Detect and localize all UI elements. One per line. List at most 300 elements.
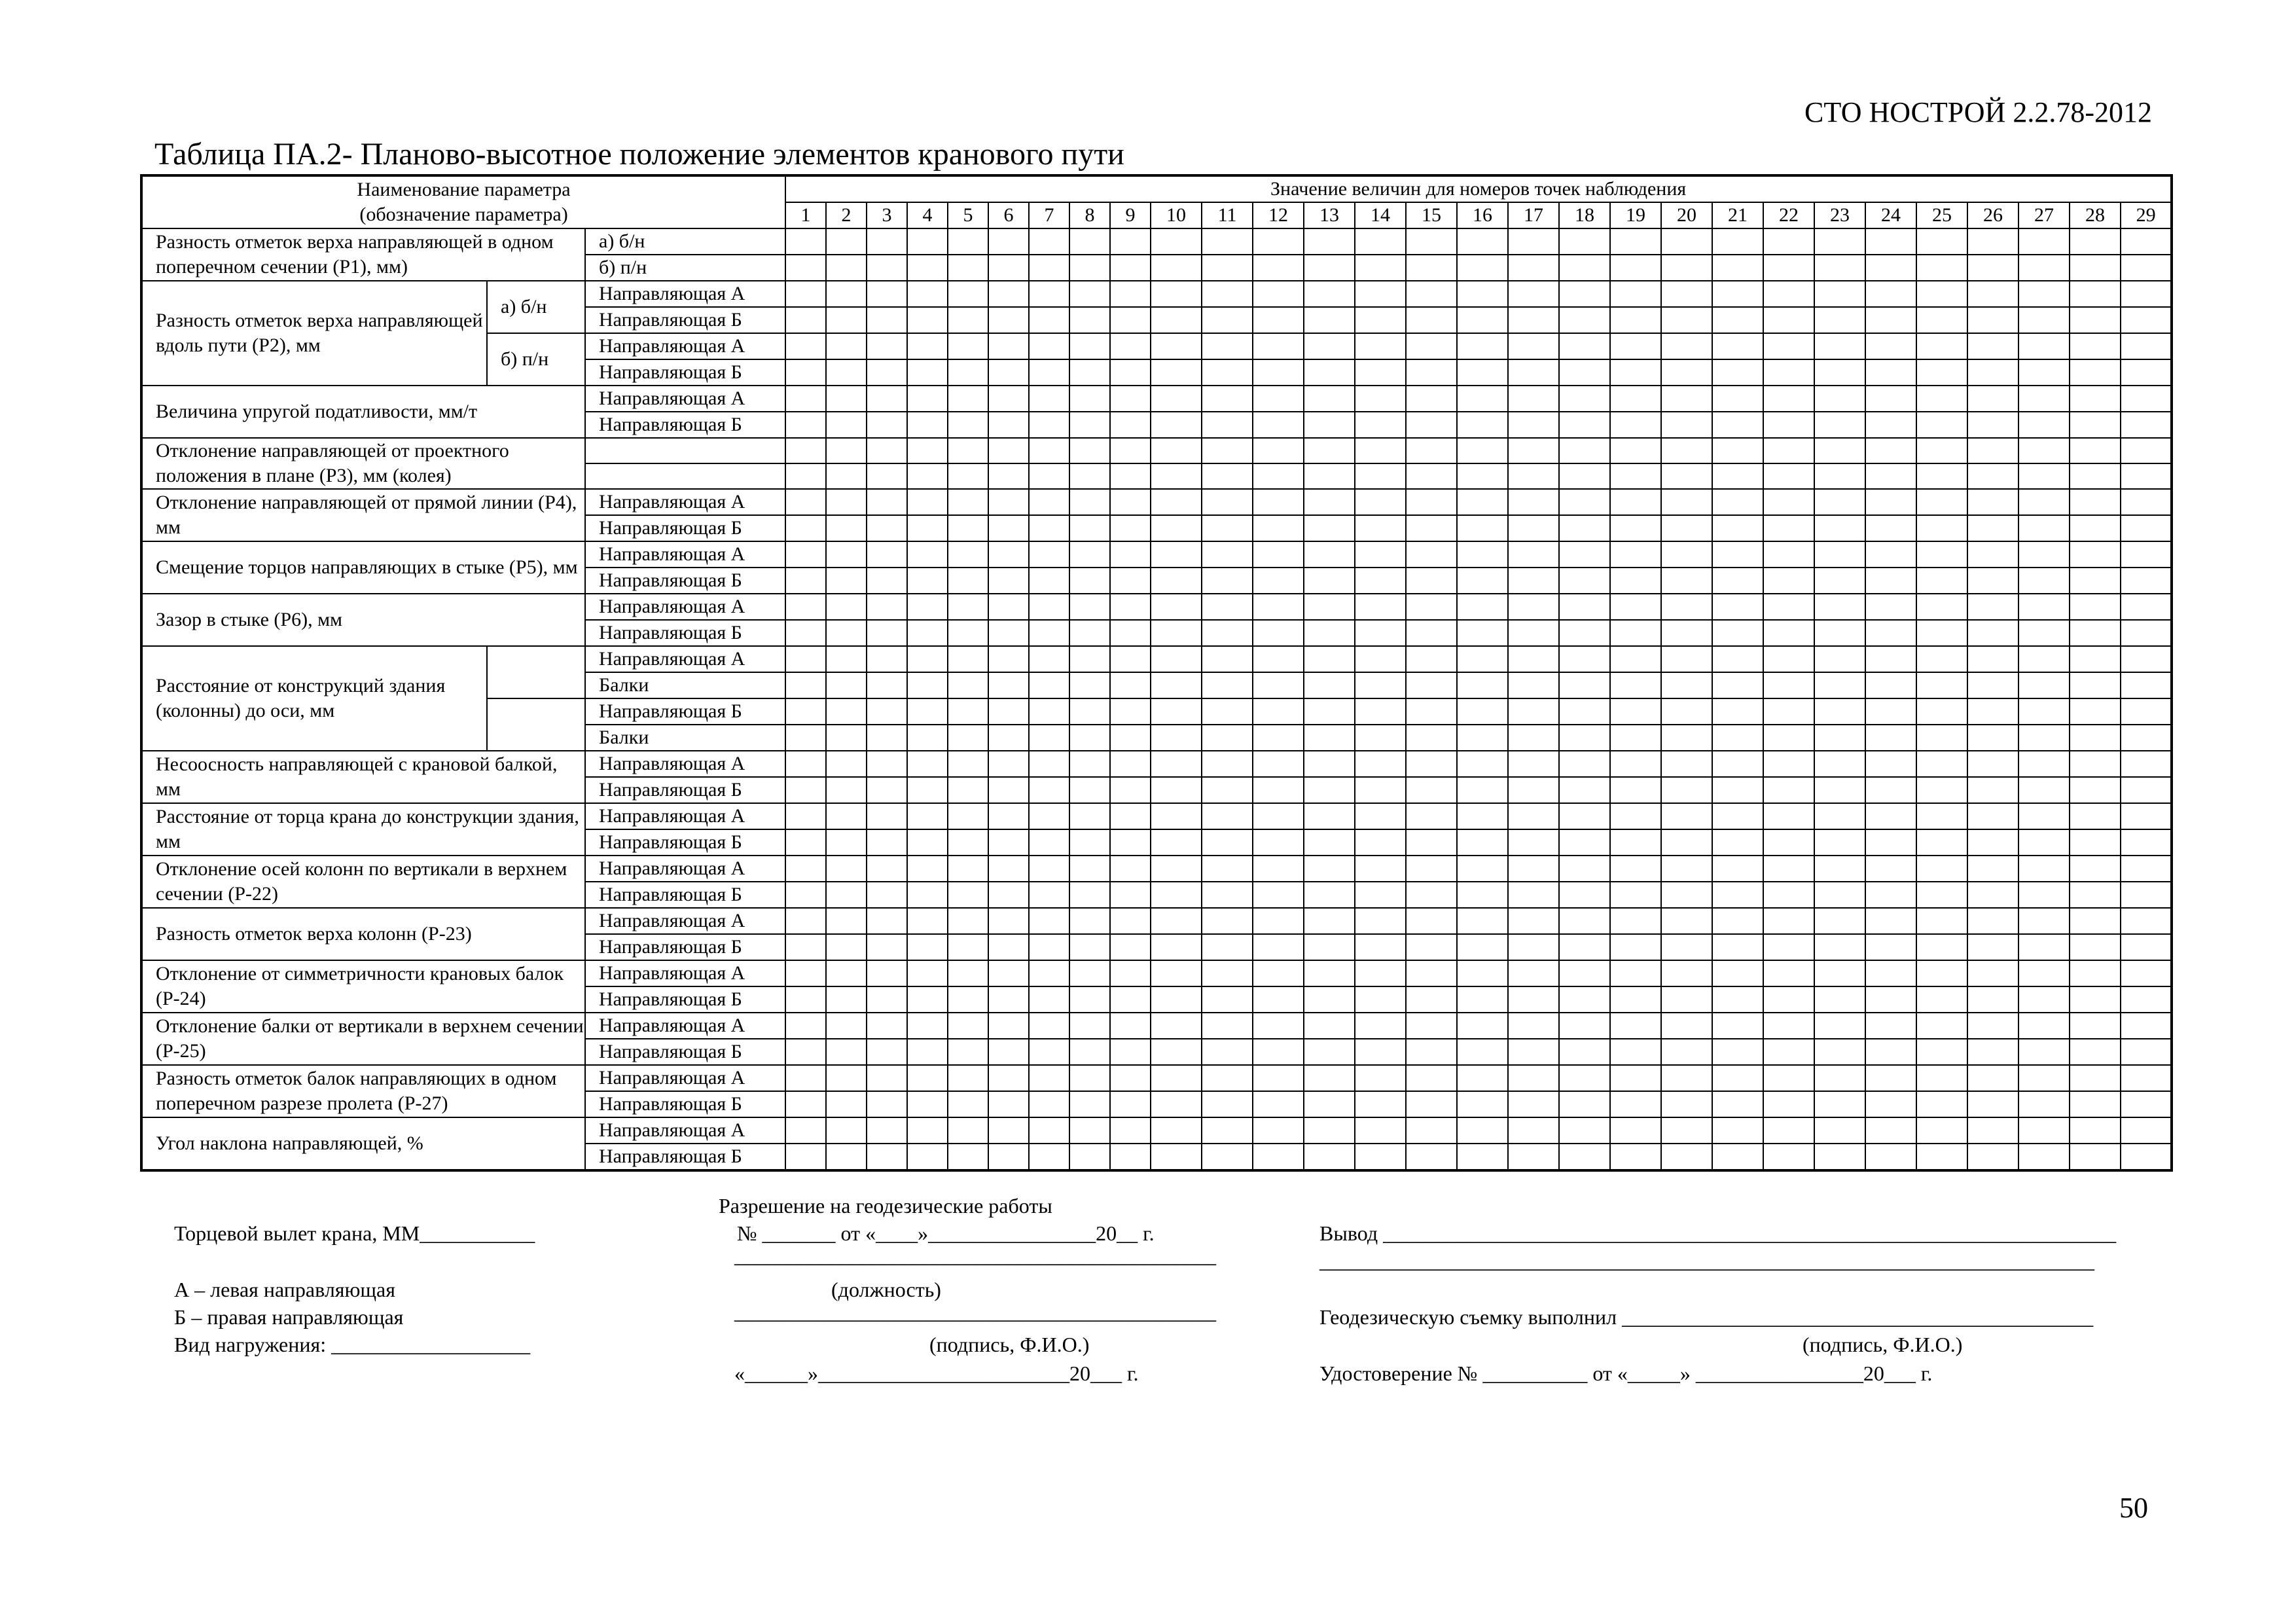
guide-label: Направляющая Б xyxy=(585,1091,785,1117)
value-cell xyxy=(1457,515,1508,541)
value-cell xyxy=(1202,672,1253,698)
column-number: 26 xyxy=(1967,202,2018,228)
value-cell xyxy=(2070,463,2121,489)
value-cell xyxy=(1865,672,1916,698)
value-cell xyxy=(1916,1117,1967,1144)
value-cell xyxy=(1763,438,1814,463)
value-cell xyxy=(988,1091,1029,1117)
value-cell xyxy=(1508,646,1559,672)
value-cell xyxy=(907,698,948,725)
value-cell xyxy=(1865,228,1916,255)
value-cell xyxy=(867,1117,907,1144)
value-cell xyxy=(1508,1039,1559,1065)
value-cell xyxy=(1151,1091,1202,1117)
value-cell xyxy=(1610,934,1661,960)
value-cell xyxy=(1457,307,1508,333)
value-cell xyxy=(1355,986,1406,1013)
value-cell xyxy=(1069,515,1110,541)
value-cell xyxy=(1865,751,1916,777)
value-cell xyxy=(1355,333,1406,359)
value-cell xyxy=(1304,1091,1355,1117)
value-cell xyxy=(867,541,907,568)
value-cell xyxy=(1661,386,1712,412)
value-cell xyxy=(1151,646,1202,672)
value-cell xyxy=(1029,359,1069,386)
column-number: 16 xyxy=(1457,202,1508,228)
value-cell xyxy=(907,777,948,803)
value-cell xyxy=(1763,908,1814,934)
crane-overhang-field: Торцевой вылет крана, ММ___________ xyxy=(174,1221,535,1245)
value-cell xyxy=(1559,255,1610,281)
value-cell xyxy=(867,412,907,438)
value-cell xyxy=(1406,1065,1457,1091)
value-cell xyxy=(2018,672,2070,698)
observation-table xyxy=(140,174,2173,1172)
value-cell xyxy=(1967,333,2018,359)
value-cell xyxy=(1355,463,1406,489)
value-cell xyxy=(1355,1144,1406,1170)
value-cell xyxy=(826,751,867,777)
value-cell xyxy=(1916,594,1967,620)
value-cell xyxy=(1610,620,1661,646)
column-number: 6 xyxy=(988,202,1029,228)
value-cell xyxy=(1406,594,1457,620)
value-cell xyxy=(1916,803,1967,829)
value-cell xyxy=(1406,698,1457,725)
permit-number-field: № _______ от «____»________________20__ г. xyxy=(737,1221,1155,1245)
value-cell xyxy=(1865,333,1916,359)
value-cell xyxy=(1151,986,1202,1013)
value-cell xyxy=(1457,908,1508,934)
value-cell xyxy=(1202,359,1253,386)
value-cell xyxy=(1508,1013,1559,1039)
value-cell xyxy=(1457,386,1508,412)
value-cell xyxy=(1763,1039,1814,1065)
value-cell xyxy=(1712,359,1763,386)
value-cell xyxy=(1508,908,1559,934)
value-cell xyxy=(2121,829,2172,856)
value-cell xyxy=(2070,908,2121,934)
value-cell xyxy=(1151,1117,1202,1144)
value-cell xyxy=(1967,359,2018,386)
value-cell xyxy=(1610,515,1661,541)
value-cell xyxy=(1967,908,2018,934)
value-cell xyxy=(1661,1091,1712,1117)
value-cell xyxy=(1814,803,1865,829)
value-cell xyxy=(2121,751,2172,777)
value-cell xyxy=(1406,255,1457,281)
value-cell xyxy=(1202,463,1253,489)
value-cell xyxy=(1406,359,1457,386)
value-cell xyxy=(1304,934,1355,960)
value-cell xyxy=(2018,1144,2070,1170)
value-cell xyxy=(1406,725,1457,751)
value-cell xyxy=(867,281,907,307)
value-cell xyxy=(2121,463,2172,489)
value-cell xyxy=(1355,1013,1406,1039)
value-cell xyxy=(1559,672,1610,698)
value-cell xyxy=(826,463,867,489)
value-cell xyxy=(1069,908,1110,934)
guide-label: Направляющая Б xyxy=(585,515,785,541)
value-cell xyxy=(1355,541,1406,568)
value-cell xyxy=(988,1013,1029,1039)
value-cell xyxy=(2018,489,2070,515)
value-cell xyxy=(1610,541,1661,568)
value-cell xyxy=(2018,986,2070,1013)
value-cell xyxy=(1814,386,1865,412)
value-cell xyxy=(1029,620,1069,646)
value-cell xyxy=(1814,1013,1865,1039)
value-cell xyxy=(988,620,1029,646)
value-cell xyxy=(1661,541,1712,568)
value-cell xyxy=(1967,698,2018,725)
value-cell xyxy=(1253,725,1304,751)
value-cell xyxy=(1304,829,1355,856)
value-cell xyxy=(826,255,867,281)
value-cell xyxy=(1559,1144,1610,1170)
value-cell xyxy=(785,620,826,646)
value-cell xyxy=(785,803,826,829)
guide-label: Направляющая А xyxy=(585,541,785,568)
value-cell xyxy=(1355,307,1406,333)
value-cell xyxy=(1202,725,1253,751)
value-cell xyxy=(1253,412,1304,438)
value-cell xyxy=(1814,620,1865,646)
value-cell xyxy=(907,333,948,359)
value-cell xyxy=(1967,986,2018,1013)
value-cell xyxy=(1610,672,1661,698)
value-cell xyxy=(2070,307,2121,333)
value-cell xyxy=(1355,568,1406,594)
value-cell xyxy=(1661,934,1712,960)
value-cell xyxy=(1610,698,1661,725)
value-cell xyxy=(988,960,1029,986)
value-cell xyxy=(1712,1013,1763,1039)
value-cell xyxy=(867,307,907,333)
value-cell xyxy=(2121,672,2172,698)
value-cell xyxy=(826,856,867,882)
value-cell xyxy=(1712,333,1763,359)
value-cell xyxy=(1814,463,1865,489)
value-cell xyxy=(1457,751,1508,777)
value-cell xyxy=(2070,1039,2121,1065)
value-cell xyxy=(1661,751,1712,777)
column-number: 5 xyxy=(948,202,988,228)
value-cell xyxy=(1304,463,1355,489)
value-cell xyxy=(1508,725,1559,751)
value-cell xyxy=(1610,882,1661,908)
value-cell xyxy=(1712,960,1763,986)
value-cell xyxy=(1457,934,1508,960)
value-cell xyxy=(1151,1065,1202,1091)
value-cell xyxy=(2018,1091,2070,1117)
param-name: Отклонение от симметричности крановых балок (Р-24) xyxy=(141,960,585,1013)
value-cell xyxy=(1151,359,1202,386)
value-cell xyxy=(1967,829,2018,856)
value-cell xyxy=(2121,960,2172,986)
value-cell xyxy=(1661,803,1712,829)
value-cell xyxy=(1069,1013,1110,1039)
value-cell xyxy=(2070,1065,2121,1091)
value-cell xyxy=(1865,908,1916,934)
value-cell xyxy=(1304,882,1355,908)
value-cell xyxy=(826,725,867,751)
value-cell xyxy=(1406,541,1457,568)
value-cell xyxy=(1110,934,1151,960)
value-cell xyxy=(1355,255,1406,281)
value-cell xyxy=(1508,463,1559,489)
value-cell xyxy=(907,986,948,1013)
value-cell xyxy=(1151,1013,1202,1039)
value-cell xyxy=(785,307,826,333)
value-cell xyxy=(1304,594,1355,620)
value-cell xyxy=(948,777,988,803)
value-cell xyxy=(867,1144,907,1170)
guide-label: Направляющая А xyxy=(585,856,785,882)
value-cell xyxy=(2018,856,2070,882)
value-cell xyxy=(2070,541,2121,568)
value-cell xyxy=(1110,541,1151,568)
value-cell xyxy=(826,333,867,359)
value-cell xyxy=(867,359,907,386)
value-cell xyxy=(1457,646,1508,672)
value-cell xyxy=(1457,777,1508,803)
value-cell xyxy=(1406,882,1457,908)
value-cell xyxy=(2121,515,2172,541)
value-cell xyxy=(2070,620,2121,646)
header-row xyxy=(141,175,2172,202)
value-cell xyxy=(1967,646,2018,672)
column-number: 21 xyxy=(1712,202,1763,228)
value-cell xyxy=(1559,307,1610,333)
value-cell xyxy=(2121,228,2172,255)
value-cell xyxy=(1559,359,1610,386)
value-cell xyxy=(1304,646,1355,672)
value-cell xyxy=(1763,751,1814,777)
value-cell xyxy=(1559,541,1610,568)
value-cell xyxy=(1253,1039,1304,1065)
value-cell xyxy=(1610,333,1661,359)
value-cell xyxy=(948,1144,988,1170)
value-cell xyxy=(1355,281,1406,307)
value-cell xyxy=(1661,856,1712,882)
value-cell xyxy=(1967,620,2018,646)
column-number: 17 xyxy=(1508,202,1559,228)
value-cell xyxy=(785,281,826,307)
value-cell xyxy=(1916,1091,1967,1117)
guide-label: Направляющая А xyxy=(585,908,785,934)
value-cell xyxy=(785,568,826,594)
value-cell xyxy=(1610,228,1661,255)
guide-label: Направляющая А xyxy=(585,1117,785,1144)
value-cell xyxy=(1110,255,1151,281)
value-cell xyxy=(948,986,988,1013)
value-cell xyxy=(907,672,948,698)
value-cell xyxy=(1457,1013,1508,1039)
value-cell xyxy=(1712,489,1763,515)
value-cell xyxy=(1029,333,1069,359)
value-cell xyxy=(1559,1065,1610,1091)
value-cell xyxy=(988,541,1029,568)
value-cell xyxy=(1916,568,1967,594)
value-cell xyxy=(1151,515,1202,541)
value-cell xyxy=(1253,281,1304,307)
value-cell xyxy=(1151,751,1202,777)
value-cell xyxy=(1763,829,1814,856)
value-cell xyxy=(1967,281,2018,307)
value-cell xyxy=(1457,359,1508,386)
value-cell xyxy=(1029,489,1069,515)
value-cell xyxy=(1202,1013,1253,1039)
value-cell xyxy=(1763,1091,1814,1117)
value-cell xyxy=(2121,777,2172,803)
value-cell xyxy=(948,672,988,698)
value-cell xyxy=(1253,1117,1304,1144)
guide-label: Направляющая Б xyxy=(585,698,785,725)
value-cell xyxy=(948,412,988,438)
value-cell xyxy=(1069,1144,1110,1170)
value-cell xyxy=(1559,386,1610,412)
value-cell xyxy=(1253,777,1304,803)
value-cell xyxy=(2121,882,2172,908)
value-cell xyxy=(1253,1013,1304,1039)
value-cell xyxy=(1406,1039,1457,1065)
value-cell xyxy=(1406,803,1457,829)
value-cell xyxy=(1202,228,1253,255)
value-cell xyxy=(1202,620,1253,646)
value-cell xyxy=(1610,594,1661,620)
value-cell xyxy=(2070,829,2121,856)
page-number: 50 xyxy=(2119,1492,2148,1524)
value-cell xyxy=(948,725,988,751)
value-cell xyxy=(1661,333,1712,359)
value-cell xyxy=(2070,646,2121,672)
value-cell xyxy=(1661,568,1712,594)
value-cell xyxy=(1865,412,1916,438)
value-cell xyxy=(907,515,948,541)
value-cell xyxy=(1406,333,1457,359)
value-cell xyxy=(988,856,1029,882)
value-cell xyxy=(826,515,867,541)
param-name: Отклонение направляющей от прямой линии (Р4), мм xyxy=(141,489,585,541)
value-cell xyxy=(1110,594,1151,620)
value-cell xyxy=(1253,438,1304,463)
column-number: 1 xyxy=(785,202,826,228)
value-cell xyxy=(1814,1144,1865,1170)
value-cell xyxy=(1029,1117,1069,1144)
value-cell xyxy=(785,594,826,620)
value-cell xyxy=(826,1039,867,1065)
value-cell xyxy=(1406,386,1457,412)
value-cell xyxy=(988,882,1029,908)
value-cell xyxy=(907,255,948,281)
value-cell xyxy=(1457,1091,1508,1117)
value-cell xyxy=(785,777,826,803)
value-cell xyxy=(1406,751,1457,777)
value-cell xyxy=(826,698,867,725)
value-cell xyxy=(1559,908,1610,934)
value-cell xyxy=(1508,386,1559,412)
value-cell xyxy=(1712,255,1763,281)
value-cell xyxy=(1814,228,1865,255)
value-cell xyxy=(1814,908,1865,934)
param-name: Величина упругой податливости, мм/т xyxy=(141,386,585,438)
value-cell xyxy=(1916,882,1967,908)
value-cell xyxy=(2018,281,2070,307)
value-cell xyxy=(1916,359,1967,386)
value-cell xyxy=(988,829,1029,856)
value-cell xyxy=(1457,463,1508,489)
value-cell xyxy=(948,908,988,934)
value-cell xyxy=(1712,1144,1763,1170)
value-cell xyxy=(1865,1039,1916,1065)
value-cell xyxy=(1763,856,1814,882)
value-cell xyxy=(1559,333,1610,359)
value-cell xyxy=(1865,1117,1916,1144)
value-cell xyxy=(1508,568,1559,594)
value-cell xyxy=(1661,620,1712,646)
value-cell xyxy=(1967,751,2018,777)
conclusion-second-line: __________________________________________________________________________ xyxy=(1319,1249,2094,1272)
values-header: Значение величин для номеров точек наблюдения xyxy=(785,175,2172,202)
value-cell xyxy=(2070,1144,2121,1170)
value-cell xyxy=(1355,829,1406,856)
value-cell xyxy=(1661,1117,1712,1144)
value-cell xyxy=(1457,489,1508,515)
column-number: 8 xyxy=(1069,202,1110,228)
value-cell xyxy=(785,646,826,672)
column-number: 27 xyxy=(2018,202,2070,228)
value-cell xyxy=(1069,541,1110,568)
value-cell xyxy=(1406,515,1457,541)
value-cell xyxy=(1110,412,1151,438)
value-cell xyxy=(2070,934,2121,960)
value-cell xyxy=(1610,856,1661,882)
value-cell xyxy=(1202,960,1253,986)
value-cell xyxy=(1916,255,1967,281)
value-cell xyxy=(1865,1091,1916,1117)
value-cell xyxy=(948,829,988,856)
value-cell xyxy=(1069,412,1110,438)
value-cell xyxy=(826,1144,867,1170)
value-cell xyxy=(1508,882,1559,908)
value-cell xyxy=(2121,333,2172,359)
value-cell xyxy=(1069,856,1110,882)
value-cell xyxy=(1151,856,1202,882)
value-cell xyxy=(867,1013,907,1039)
value-cell xyxy=(1508,751,1559,777)
value-cell xyxy=(1712,568,1763,594)
table-row xyxy=(141,908,2172,934)
value-cell xyxy=(1151,307,1202,333)
param-name: Смещение торцов направляющих в стыке (Р5), мм xyxy=(141,541,585,594)
value-cell xyxy=(826,281,867,307)
value-cell xyxy=(1814,1065,1865,1091)
value-cell xyxy=(1712,777,1763,803)
value-cell xyxy=(1069,751,1110,777)
value-cell xyxy=(1304,489,1355,515)
value-cell xyxy=(2018,307,2070,333)
value-cell xyxy=(1304,281,1355,307)
value-cell xyxy=(1559,725,1610,751)
value-cell xyxy=(1304,1065,1355,1091)
value-cell xyxy=(867,829,907,856)
value-cell xyxy=(1559,646,1610,672)
value-cell xyxy=(1355,856,1406,882)
value-cell xyxy=(2070,1117,2121,1144)
table-row xyxy=(141,803,2172,829)
